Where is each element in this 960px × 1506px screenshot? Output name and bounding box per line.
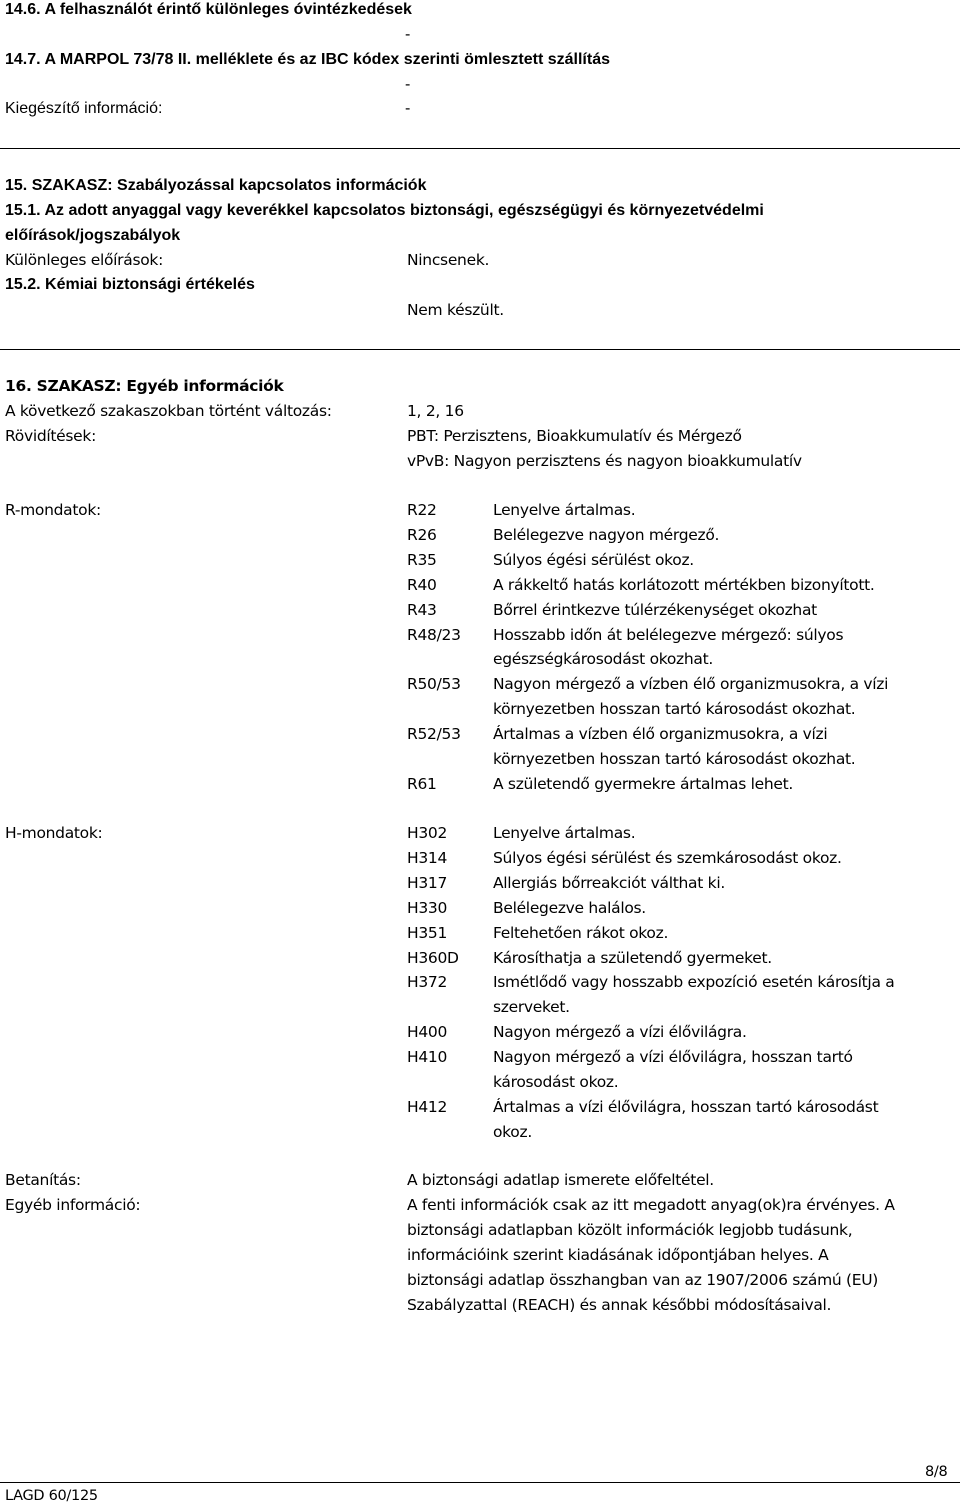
abbreviation-pbt: PBT: Perzisztens, Bioakkumulatív és Mérgező xyxy=(407,427,742,445)
special-rules-value: Nincsenek. xyxy=(407,251,490,269)
assessment-value: Nem készült. xyxy=(407,301,504,319)
heading-15-2: 15.2. Kémiai biztonsági értékelés xyxy=(5,276,255,293)
phrase-text: Belélegezve nagyon mérgező. xyxy=(493,525,720,544)
abbreviations-label: Rövidítések: xyxy=(5,427,97,445)
phrase-text: Nagyon mérgező a vízben élő organizmusokra, a vízi xyxy=(493,675,889,694)
phrase-text: okoz. xyxy=(493,1122,532,1141)
other-info-line: információink szerint kiadásának időpontjában helyes. A xyxy=(407,1246,829,1264)
changes-label: A következő szakaszokban történt változás: xyxy=(5,402,332,420)
phrase-text: Károsíthatja a születendő gyermeket. xyxy=(493,948,772,967)
training-value: A biztonsági adatlap ismerete előfeltétel. xyxy=(407,1171,714,1189)
other-info-line: A fenti információk csak az itt megadott anyag(ok)ra érvényes. A xyxy=(407,1196,895,1214)
phrase-text: környezetben hosszan tartó károsodást okozhat. xyxy=(493,700,856,719)
phrase-text: Súlyos égési sérülést okoz. xyxy=(493,550,694,569)
phrase-code: H400 xyxy=(407,1023,448,1042)
special-rules-label: Különleges előírások: xyxy=(5,251,164,269)
phrase-code: H330 xyxy=(407,898,448,917)
training-label: Betanítás: xyxy=(5,1171,81,1189)
phrase-code: R40 xyxy=(407,575,437,594)
changes-value: 1, 2, 16 xyxy=(407,402,464,420)
phrase-code: H351 xyxy=(407,923,448,942)
value-14-6: - xyxy=(405,26,411,43)
footer-page-number: 8/8 xyxy=(925,1464,948,1480)
other-info-line: biztonsági adatlap összhangban van az 1907/2006 számú (EU) xyxy=(407,1271,879,1289)
phrase-code: H317 xyxy=(407,873,448,892)
phrase-code: R43 xyxy=(407,600,437,619)
phrase-code: R22 xyxy=(407,501,437,519)
phrase-text: környezetben hosszan tartó károsodást okozhat. xyxy=(493,750,856,768)
section-divider xyxy=(0,349,960,350)
phrase-text: Ártalmas a vízi élővilágra, hosszan tartó károsodást xyxy=(493,1097,879,1116)
phrase-text: szerveket. xyxy=(493,998,570,1017)
phrase-text: Hosszabb időn át belélegezve mérgező: súlyos xyxy=(493,625,844,644)
abbreviation-vpvb: vPvB: Nagyon perzisztens és nagyon bioakkumulatív xyxy=(407,452,802,470)
section-16-title: 16. SZAKASZ: Egyéb információk xyxy=(5,377,284,395)
phrase-text: Nagyon mérgező a vízi élővilágra. xyxy=(493,1023,747,1042)
phrase-text: Ártalmas a vízben élő organizmusokra, a vízi xyxy=(493,725,828,744)
phrase-code: H412 xyxy=(407,1097,448,1116)
phrase-code: R48/23 xyxy=(407,625,461,644)
phrase-text: A rákkeltő hatás korlátozott mértékben bizonyított. xyxy=(493,575,875,594)
footer-doc-id: LAGD 60/125 xyxy=(5,1488,98,1504)
phrase-text: Ismétlődő vagy hosszabb expozíció esetén károsítja a xyxy=(493,973,895,992)
phrase-code: H314 xyxy=(407,848,448,867)
phrase-text: Feltehetően rákot okoz. xyxy=(493,923,669,942)
r-phrases-label: R-mondatok: xyxy=(5,501,101,519)
phrase-text: Lenyelve ártalmas. xyxy=(493,824,636,842)
extra-info-label: Kiegészítő információ: xyxy=(5,100,163,117)
heading-15-1-line1: 15.1. Az adott anyaggal vagy keverékkel kapcsolatos biztonsági, egészségügyi és környezetvédelmi xyxy=(5,202,764,219)
extra-info-value: - xyxy=(405,100,411,117)
footer-divider xyxy=(0,1482,960,1483)
phrase-code: H360D xyxy=(407,948,459,967)
phrase-code: H302 xyxy=(407,824,448,842)
section-divider xyxy=(0,148,960,149)
phrase-code: R50/53 xyxy=(407,675,461,694)
other-info-label: Egyéb információ: xyxy=(5,1196,141,1214)
phrase-text: egészségkárosodást okozhat. xyxy=(493,650,714,669)
heading-14-6: 14.6. A felhasználót érintő különleges óvintézkedések xyxy=(5,1,412,18)
heading-14-7: 14.7. A MARPOL 73/78 II. melléklete és az IBC kódex szerinti ömlesztett szállítás xyxy=(5,51,610,68)
phrase-text: Allergiás bőrreakciót válthat ki. xyxy=(493,873,725,892)
phrase-text: Nagyon mérgező a vízi élővilágra, hosszan tartó xyxy=(493,1048,853,1067)
value-14-7: - xyxy=(405,76,411,93)
h-phrases-label: H-mondatok: xyxy=(5,824,103,842)
phrase-text: Súlyos égési sérülést és szemkárosodást okoz. xyxy=(493,848,842,867)
phrase-text: károsodást okoz. xyxy=(493,1073,619,1091)
phrase-code: R52/53 xyxy=(407,725,461,744)
section-15-title: 15. SZAKASZ: Szabályozással kapcsolatos információk xyxy=(5,177,427,194)
other-info-line: biztonsági adatlapban közölt információk legjobb tudásunk, xyxy=(407,1221,853,1239)
other-info-line: Szabályzattal (REACH) és annak későbbi módosításaival. xyxy=(407,1296,832,1314)
phrase-code: H410 xyxy=(407,1048,448,1067)
heading-15-1-line2: előírások/jogszabályok xyxy=(5,227,181,244)
phrase-text: Lenyelve ártalmas. xyxy=(493,501,636,519)
phrase-code: H372 xyxy=(407,973,448,992)
phrase-code: R35 xyxy=(407,550,437,569)
phrase-text: Bőrrel érintkezve túlérzékenységet okozhat xyxy=(493,600,817,619)
phrase-code: R61 xyxy=(407,774,437,793)
phrase-text: A születendő gyermekre ártalmas lehet. xyxy=(493,774,794,793)
phrase-text: Belélegezve halálos. xyxy=(493,898,646,917)
phrase-code: R26 xyxy=(407,525,437,544)
